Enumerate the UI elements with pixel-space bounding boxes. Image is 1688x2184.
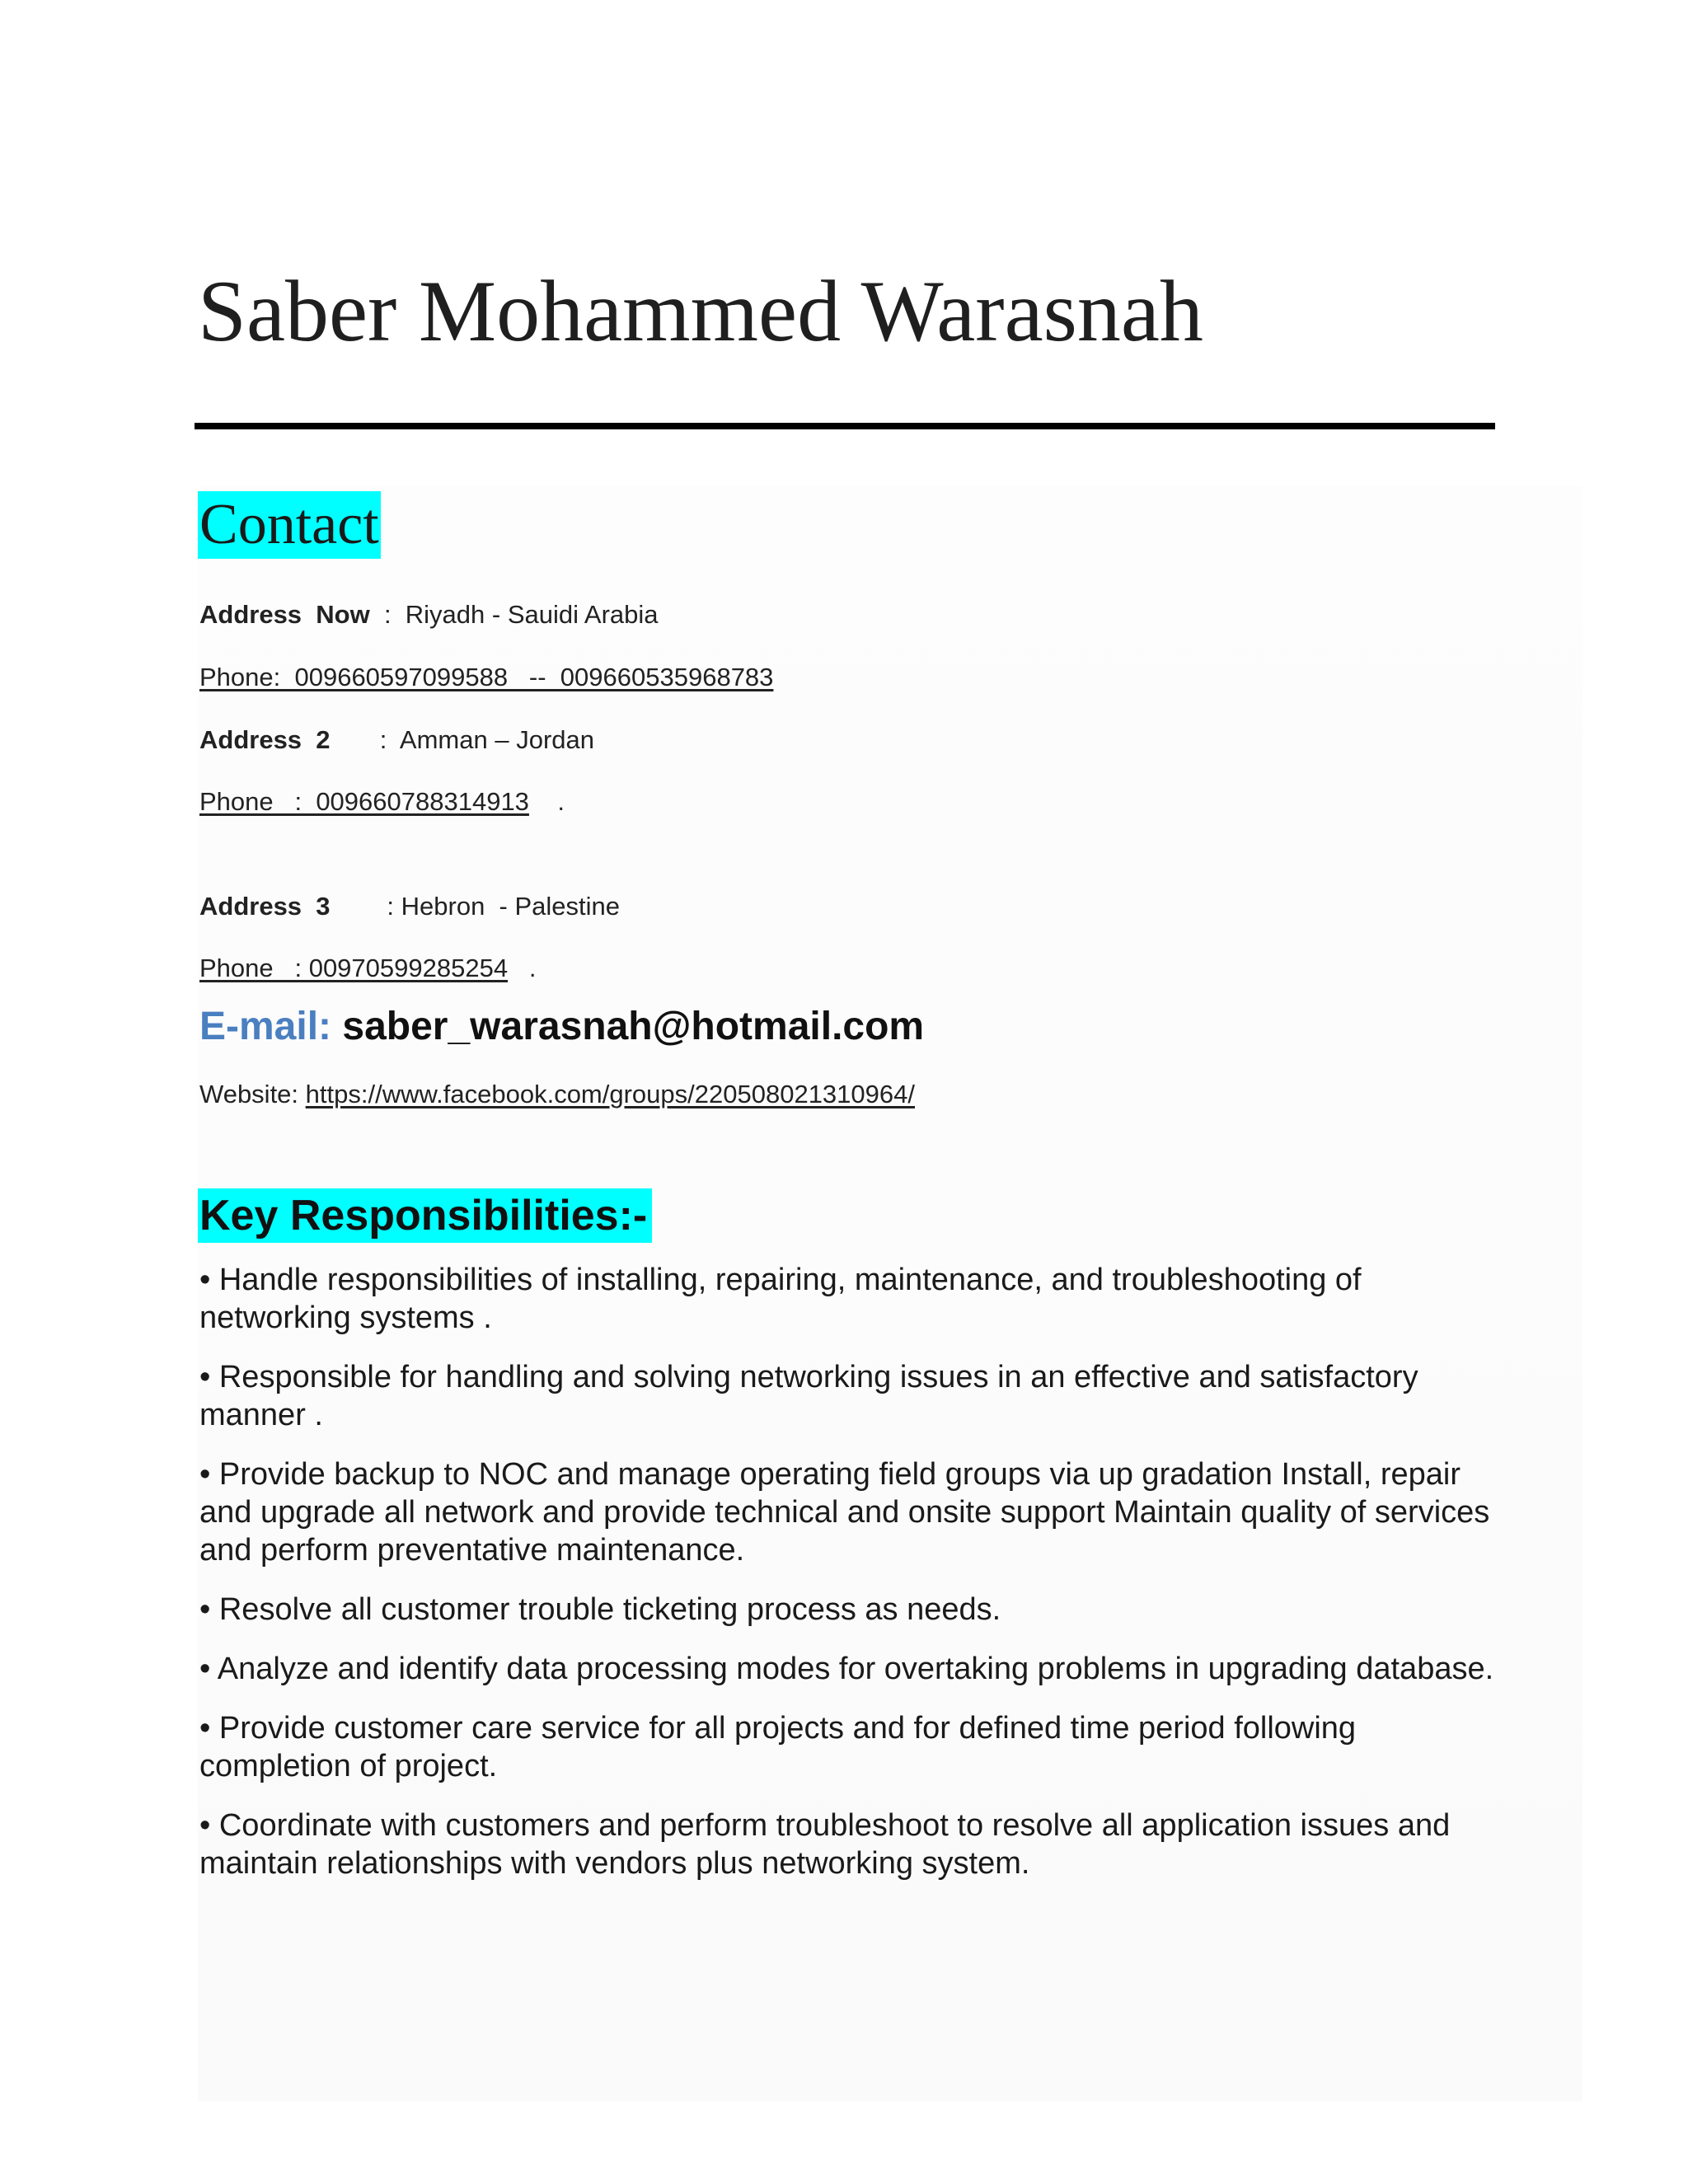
- header-divider: [195, 423, 1495, 429]
- responsibilities-heading: Key Responsibilities:-: [198, 1188, 652, 1243]
- address-3-row: [199, 890, 620, 923]
- contact-heading: Contact: [198, 491, 381, 559]
- phone-row-2: [199, 785, 565, 818]
- address-now-label: Address Now: [199, 600, 370, 629]
- address-3-value: : Hebron - Palestine: [330, 892, 621, 921]
- address-2-label: Address 2: [199, 725, 331, 754]
- email-address[interactable]: saber_warasnah@hotmail.com: [342, 1005, 925, 1048]
- address-now-row: [199, 598, 659, 631]
- list-item: • Provide customer care service for all projects and for defined time period following completion of project.: [199, 1711, 1357, 1783]
- address-2-row: [199, 724, 594, 757]
- email-row: [199, 1002, 924, 1052]
- phone-3: Phone : 00970599285254: [199, 954, 509, 982]
- list-item: • Resolve all customer trouble ticketing process as needs.: [199, 1592, 1001, 1627]
- list-item: • Provide backup to NOC and manage operating field groups via up gradation Install, repair and upgrade all network and provide technical and onsite support Maintain quality of services and perform preventative maintenance.: [199, 1457, 1490, 1568]
- phone-2-suffix: .: [528, 787, 565, 816]
- list-item: • Handle responsibilities of installing, repairing, maintenance, and troubleshooting of networking systems .: [199, 1263, 1362, 1335]
- phone-row-1: [199, 661, 773, 694]
- phone-3-suffix: .: [508, 954, 537, 982]
- address-2-value: : Amman – Jordan: [330, 725, 594, 754]
- website-link[interactable]: https://www.facebook.com/groups/220508021310964/: [305, 1080, 915, 1108]
- list-item: • Responsible for handling and solving networking issues in an effective and satisfactory manner .: [199, 1360, 1418, 1432]
- phone-row-3: [199, 952, 537, 985]
- address-3-label: Address 3: [199, 892, 331, 921]
- resume-name: Saber Mohammed Warasnah: [198, 263, 1203, 359]
- list-item: • Analyze and identify data processing modes for overtaking problems in upgrading database.: [199, 1652, 1494, 1686]
- responsibilities-list: [199, 1261, 1502, 1904]
- email-label: E-mail:: [199, 1005, 332, 1048]
- website-label: Website:: [199, 1080, 306, 1108]
- list-item: • Coordinate with customers and perform troubleshoot to resolve all application issues and maintain relationships with vendors plus networking system.: [199, 1808, 1451, 1881]
- phone-2: Phone : 009660788314913: [199, 787, 529, 816]
- phone-1: Phone: 009660597099588 -- 009660535968783: [199, 663, 774, 691]
- website-row: [199, 1078, 915, 1111]
- address-now-value: : Riyadh - Sauidi Arabia: [369, 600, 659, 629]
